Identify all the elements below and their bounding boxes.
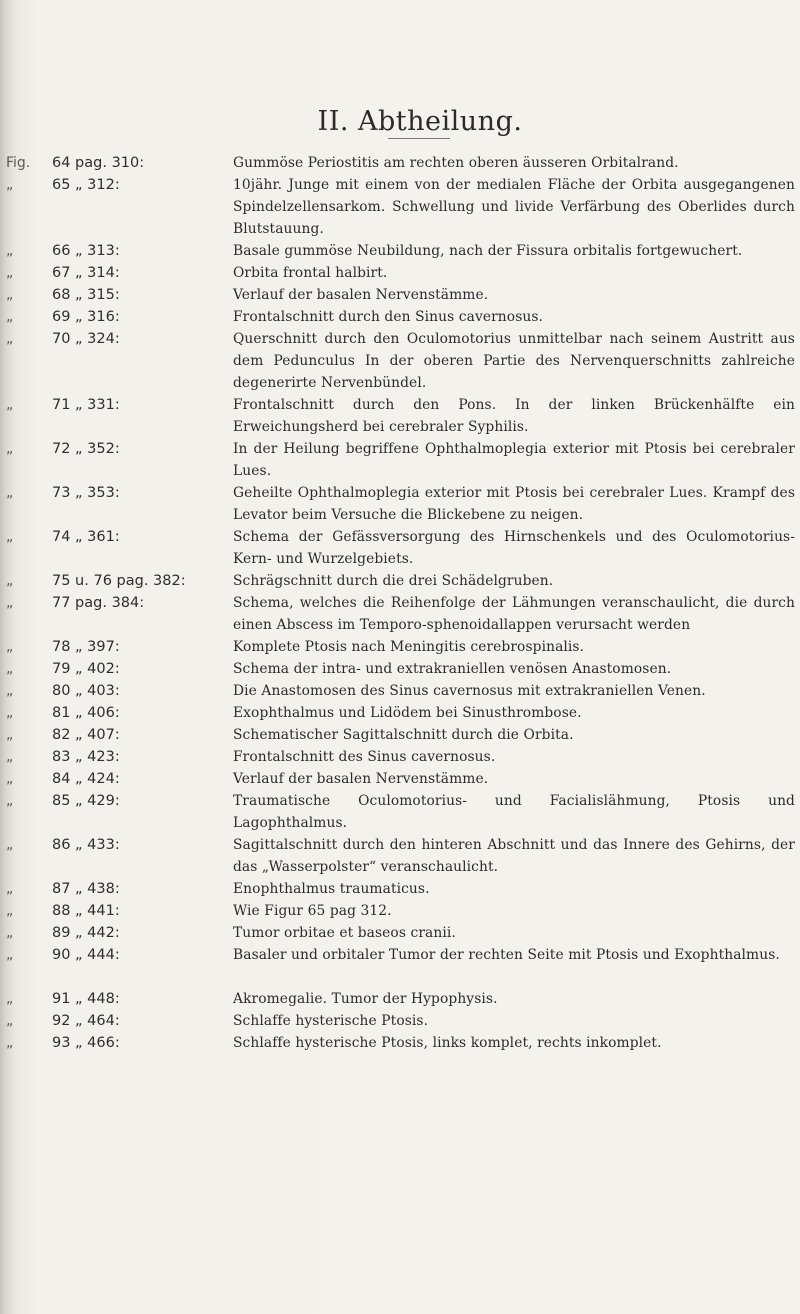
list-item	[0, 438, 800, 482]
fig-label: „	[6, 881, 14, 897]
list-item	[0, 702, 800, 724]
fig-label: „	[6, 1013, 14, 1029]
fig-description: Frontalschnitt durch den Sinus cavernosus.	[233, 309, 544, 325]
fig-label: „	[6, 177, 14, 193]
fig-label: „	[6, 705, 14, 721]
fig-description: Verlauf der basalen Nervenstämme.	[233, 287, 489, 303]
fig-label: „	[6, 573, 14, 589]
fig-reference: 64 pag. 310:	[52, 155, 145, 171]
fig-description: Frontalschnitt des Sinus cavernosus.	[233, 749, 496, 765]
fig-reference: 87 „ 438:	[52, 881, 120, 897]
fig-description: Schema der Gefässversorgung des Hirnschenkels und des Oculomotorius-Kern- und Wurzelgebiets.	[233, 529, 795, 567]
fig-reference: 74 „ 361:	[52, 529, 120, 545]
fig-description: Wie Figur 65 pag 312.	[233, 903, 392, 919]
list-item	[0, 922, 800, 944]
fig-reference: 90 „ 444:	[52, 947, 120, 963]
fig-label: „	[6, 639, 14, 655]
fig-label: „	[6, 661, 14, 677]
fig-reference: 88 „ 441:	[52, 903, 120, 919]
list-item	[0, 240, 800, 262]
fig-description: Exophthalmus und Lidödem bei Sinusthrombose.	[233, 705, 582, 721]
list-item	[0, 482, 800, 526]
list-item	[0, 526, 800, 570]
fig-description: Verlauf der basalen Nervenstämme.	[233, 771, 489, 787]
list-item	[0, 592, 800, 636]
figure-list	[0, 152, 800, 1054]
page-title: II. Abtheilung.	[317, 106, 523, 137]
fig-description: Basale gummöse Neubildung, nach der Fissura orbitalis fortgewuchert.	[233, 243, 743, 259]
fig-label: „	[6, 331, 14, 347]
list-item	[0, 262, 800, 284]
fig-label: „	[6, 595, 14, 611]
list-item	[0, 944, 800, 988]
fig-description: Schema, welches die Reihenfolge der Lähmungen veranschaulicht, die durch einen Abscess im Temporo-sphenoidallappen verursacht werden	[233, 595, 795, 633]
fig-description: Traumatische Oculomotorius- und Facialislähmung, Ptosis und Lagophthalmus.	[233, 793, 795, 831]
fig-label: „	[6, 793, 14, 809]
fig-reference: 73 „ 353:	[52, 485, 120, 501]
fig-description: In der Heilung begriffene Ophthalmoplegia exterior mit Ptosis bei cerebraler Lues.	[233, 441, 795, 479]
fig-description: Frontalschnitt durch den Pons. In der linken Brückenhälfte ein Erweichungsherd bei cerebraler Syphilis.	[233, 397, 795, 435]
list-item	[0, 306, 800, 328]
fig-reference: 83 „ 423:	[52, 749, 120, 765]
fig-reference: 69 „ 316:	[52, 309, 120, 325]
fig-label: „	[6, 287, 14, 303]
list-item	[0, 724, 800, 746]
fig-reference: 91 „ 448:	[52, 991, 120, 1007]
fig-label: Fig.	[6, 155, 31, 171]
list-item	[0, 680, 800, 702]
fig-label: „	[6, 1035, 14, 1051]
list-item	[0, 900, 800, 922]
fig-description: Orbita frontal halbirt.	[233, 265, 388, 281]
fig-description: 10jähr. Junge mit einem von der medialen Fläche der Orbita ausgegangenen Spindelzellensarkom. Schwellung und livide Verfärbung des Oberlides durch Blutstauung.	[233, 177, 795, 237]
list-item	[0, 174, 800, 240]
fig-reference: 70 „ 324:	[52, 331, 120, 347]
fig-description: Querschnitt durch den Oculomotorius unmittelbar nach seinem Austritt aus dem Pedunculus In der oberen Partie des Nervenquerschnitts zahlreiche degenerirte Nervenbündel.	[233, 331, 795, 391]
list-item	[0, 394, 800, 438]
fig-label: „	[6, 925, 14, 941]
fig-reference: 78 „ 397:	[52, 639, 120, 655]
fig-reference: 72 „ 352:	[52, 441, 120, 457]
fig-label: „	[6, 485, 14, 501]
fig-label: „	[6, 529, 14, 545]
list-item	[0, 284, 800, 306]
list-item	[0, 1032, 800, 1054]
fig-label: „	[6, 947, 14, 963]
fig-reference: 67 „ 314:	[52, 265, 120, 281]
list-item	[0, 658, 800, 680]
fig-reference: 79 „ 402:	[52, 661, 120, 677]
fig-reference: 84 „ 424:	[52, 771, 120, 787]
fig-description: Sagittalschnitt durch den hinteren Abschnitt und das Innere des Gehirns, der das „Wasserpolster“ veranschaulicht.	[233, 837, 795, 875]
list-item	[0, 570, 800, 592]
fig-reference: 68 „ 315:	[52, 287, 120, 303]
fig-description: Tumor orbitae et baseos cranii.	[233, 925, 456, 941]
list-item	[0, 988, 800, 1010]
list-item	[0, 746, 800, 768]
title-rule	[388, 138, 450, 139]
fig-reference: 71 „ 331:	[52, 397, 120, 413]
fig-label: „	[6, 397, 14, 413]
fig-label: „	[6, 991, 14, 1007]
fig-reference: 81 „ 406:	[52, 705, 120, 721]
fig-description: Schlaffe hysterische Ptosis.	[233, 1013, 429, 1029]
fig-reference: 85 „ 429:	[52, 793, 120, 809]
fig-description: Gummöse Periostitis am rechten oberen äusseren Orbitalrand.	[233, 155, 679, 171]
list-item	[0, 636, 800, 658]
fig-reference: 66 „ 313:	[52, 243, 120, 259]
fig-description: Schlaffe hysterische Ptosis, links komplet, rechts inkomplet.	[233, 1035, 662, 1051]
fig-label: „	[6, 441, 14, 457]
fig-reference: 82 „ 407:	[52, 727, 120, 743]
fig-reference: 75 u. 76 pag. 382:	[52, 573, 186, 589]
list-item	[0, 768, 800, 790]
fig-reference: 92 „ 464:	[52, 1013, 120, 1029]
fig-reference: 86 „ 433:	[52, 837, 120, 853]
fig-label: „	[6, 309, 14, 325]
list-item	[0, 834, 800, 878]
fig-label: „	[6, 903, 14, 919]
fig-label: „	[6, 727, 14, 743]
fig-label: „	[6, 837, 14, 853]
list-item	[0, 328, 800, 394]
list-item	[0, 878, 800, 900]
fig-label: „	[6, 771, 14, 787]
fig-reference: 89 „ 442:	[52, 925, 120, 941]
fig-label: „	[6, 683, 14, 699]
fig-description: Schematischer Sagittalschnitt durch die Orbita.	[233, 727, 574, 743]
fig-description: Enophthalmus traumaticus.	[233, 881, 430, 897]
fig-description: Akromegalie. Tumor der Hypophysis.	[233, 991, 498, 1007]
list-item	[0, 790, 800, 834]
fig-reference: 93 „ 466:	[52, 1035, 120, 1051]
fig-label: „	[6, 243, 14, 259]
fig-reference: 77 pag. 384:	[52, 595, 145, 611]
fig-label: „	[6, 265, 14, 281]
fig-description: Schema der intra- und extrakraniellen venösen Anastomosen.	[233, 661, 672, 677]
fig-description: Schrägschnitt durch die drei Schädelgruben.	[233, 573, 554, 589]
fig-description: Basaler und orbitaler Tumor der rechten Seite mit Ptosis und Exophthalmus.	[233, 947, 780, 963]
fig-label: „	[6, 749, 14, 765]
fig-reference: 80 „ 403:	[52, 683, 120, 699]
fig-description: Geheilte Ophthalmoplegia exterior mit Ptosis bei cerebraler Lues. Krampf des Levator beim Versuche die Blickebene zu neigen.	[233, 485, 795, 523]
fig-reference: 65 „ 312:	[52, 177, 120, 193]
list-item	[0, 152, 800, 174]
fig-description: Komplete Ptosis nach Meningitis cerebrospinalis.	[233, 639, 585, 655]
list-item	[0, 1010, 800, 1032]
fig-description: Die Anastomosen des Sinus cavernosus mit extrakraniellen Venen.	[233, 683, 706, 699]
